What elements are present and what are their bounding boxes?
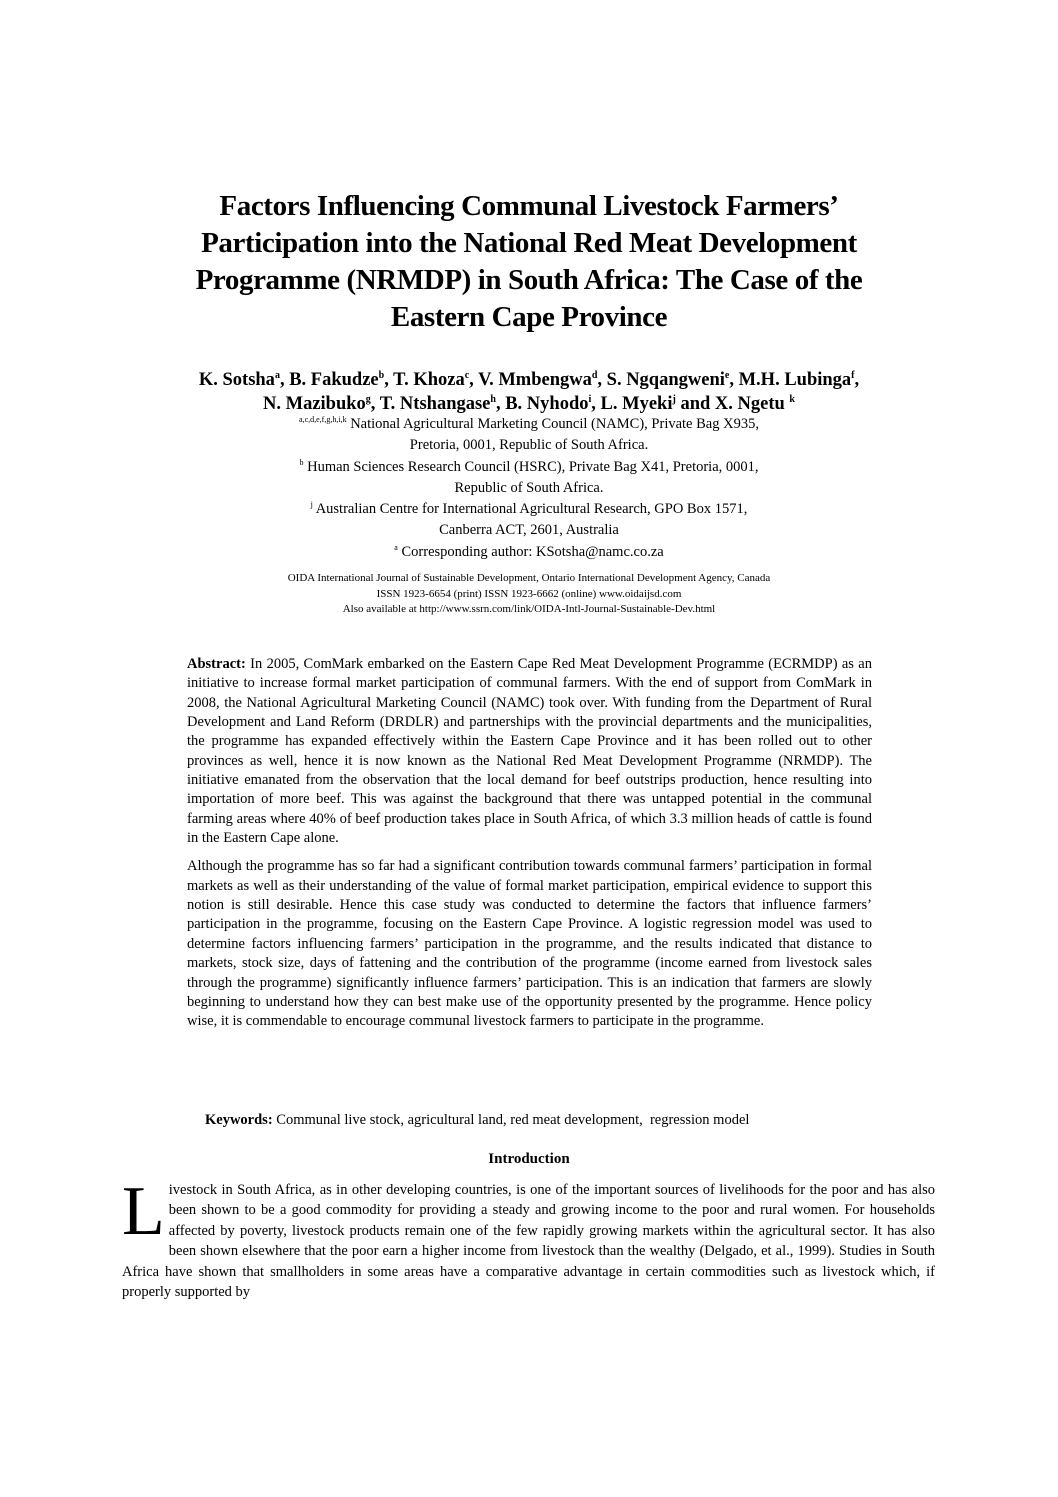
- affiliation-mark: a,c,d,e,f,g,h,i,k: [299, 415, 347, 424]
- keywords: [205, 1111, 905, 1130]
- affiliation-text: Australian Centre for International Agricultural Research, GPO Box 1571,: [315, 501, 748, 518]
- affiliation-aciar: [180, 499, 878, 520]
- affiliation-text: Canberra ACT, 2601, Australia: [439, 522, 619, 539]
- author-name: S. Ngqangweni: [606, 370, 725, 390]
- introduction-text: ivestock in South Africa, as in other developing countries, is one of the important sources of livelihoods for the poor and has also been shown to be a good commodity for providing a steady and growing income to the poor and rural women. For households affected by poverty, livestock products remain one of the few rapidly growing markets within the agricultural sector. It has also been shown elsewhere that the poor earn a higher income from livestock than the wealthy (Delgado, et al., 1999). Studies in South Africa have shown that smallholders in some areas have a comparative advantage in certain commodities such as livestock which, if properly supported by: [122, 1182, 935, 1301]
- title-line: Programme (NRMDP) in South Africa: The Case of the: [195, 264, 863, 296]
- author-affiliation-mark: c: [464, 370, 470, 381]
- introduction-body: [122, 1173, 935, 1302]
- author-name: B. Nyhodo: [505, 394, 589, 414]
- author-name: M.H. Lubinga: [738, 370, 852, 390]
- drop-cap: L: [122, 1173, 165, 1250]
- author-affiliation-mark: a: [274, 370, 280, 381]
- author-list: [100, 368, 958, 416]
- author-name: X. Ngetu: [714, 394, 785, 414]
- affiliation-text: Human Sciences Research Council (HSRC), Private Bag X41, Pretoria, 0001,: [307, 458, 759, 475]
- author-name: T. Ntshangase: [379, 394, 491, 414]
- author-separator: ,: [469, 370, 479, 390]
- author-separator: ,: [729, 370, 739, 390]
- paper-title: [120, 188, 938, 336]
- affiliation-mark: j: [310, 500, 313, 510]
- affiliations: [180, 414, 878, 563]
- author-name: L. Myeki: [600, 394, 673, 414]
- author-affiliation-mark: e: [724, 370, 730, 381]
- author-affiliation-mark: h: [490, 394, 496, 405]
- author-separator: ,: [279, 370, 290, 390]
- author-affiliation-mark: f: [851, 370, 855, 381]
- keywords-text: Communal live stock, agricultural land, red meat development, regression model: [272, 1112, 750, 1128]
- author-line: [100, 368, 958, 392]
- abstract-paragraph: Although the programme has so far had a significant contribution towards communal farmers’ participation in formal markets as well as their understanding of the value of formal market participation, empirical evidence to support this notion is still desirable. Hence this case study was conducted to determine the factors that influence farmers’ participation in the programme, focusing on the Eastern Cape Province. A logistic regression model was used to determine factors influencing farmers’ participation in the programme, and the results indicated that distance to markets, stock size, days of fattening and the contribution of the programme (income earned from livestock sales through the programme) significantly influence farmers’ participation. This is an indication that farmers are slowly beginning to understand how they can best make use of the opportunity presented by the programme. Hence policy wise, it is commendable to encourage communal livestock farmers to participate in the programme.: [187, 858, 872, 1030]
- author-separator: ,: [370, 394, 380, 414]
- corresponding-author: [180, 542, 878, 563]
- abstract: [187, 655, 872, 1041]
- author-name: T. Khoza: [393, 370, 465, 390]
- author-affiliation-mark: d: [591, 370, 598, 381]
- author-affiliation-mark: b: [378, 370, 385, 381]
- affiliation-hsrc: [180, 457, 878, 478]
- author-separator: ,: [854, 370, 860, 390]
- author-name: V. Mmbengwa: [478, 370, 592, 390]
- abstract-label: Abstract:: [187, 656, 246, 672]
- author-affiliation-mark: k: [789, 394, 795, 405]
- author-separator: ,: [591, 394, 601, 414]
- journal-name: OIDA International Journal of Sustainable Development, Ontario International Development Agency, Canada: [287, 572, 771, 584]
- author-separator: and: [675, 394, 715, 414]
- corresponding-author-email: Corresponding author: KSotsha@namc.co.za: [401, 543, 664, 560]
- abstract-paragraph: [187, 655, 872, 848]
- title-line: Factors Influencing Communal Livestock Farmers’: [219, 190, 839, 222]
- title-line: Participation into the National Red Meat Development: [201, 227, 857, 259]
- journal-info: [150, 571, 908, 618]
- author-line: [100, 392, 958, 416]
- author-affiliation-mark: i: [588, 394, 592, 405]
- affiliation-namc: [180, 414, 878, 435]
- affiliation-text: Republic of South Africa.: [454, 479, 604, 496]
- affiliation-text: National Agricultural Marketing Council (NAMC), Private Bag X935,: [350, 416, 759, 432]
- author-name: N. Mazibuko: [263, 394, 366, 414]
- affiliation-mark: a: [394, 542, 398, 552]
- author-name: B. Fakudze: [289, 370, 379, 390]
- title-line: Eastern Cape Province: [390, 301, 668, 333]
- author-separator: ,: [384, 370, 394, 390]
- author-separator: ,: [495, 394, 506, 414]
- affiliation-mark: b: [299, 457, 304, 467]
- author-separator: ,: [597, 370, 607, 390]
- author-affiliation-mark: j: [672, 394, 676, 405]
- keywords-label: Keywords:: [205, 1112, 273, 1128]
- abstract-text: In 2005, ComMark embarked on the Eastern Cape Red Meat Development Programme (ECRMDP) as an initiative to increase formal market participation of communal farmers. With the end of support from ComMark in 2008, the National Agricultural Marketing Council (NAMC) took over. With funding from the Department of Rural Development and Land Reform (DRDLR) and partnerships with the provincial departments and the municipalities, the programme has expanded effectively within the Eastern Cape Province and it has been rolled out to other provinces as well, hence it is now known as the National Red Meat Development Programme (NRMDP). The initiative emanated from the observation that the local demand for beef outstrips production, hence resulting into importation of more beef. This was against the background that there was untapped potential in the communal farming areas where 40% of beef production takes place in South Africa, of which 3.3 million heads of cattle is found in the Eastern Cape alone.: [187, 656, 872, 847]
- section-heading-introduction: Introduction: [488, 1151, 570, 1167]
- affiliation-text: Pretoria, 0001, Republic of South Africa.: [409, 437, 649, 454]
- journal-issn: ISSN 1923-6654 (print) ISSN 1923-6662 (online) www.oidaijsd.com: [376, 587, 682, 600]
- author-name: K. Sotsha: [198, 370, 275, 390]
- journal-ssrn-link: Also available at http://www.ssrn.com/link/OIDA-Intl-Journal-Sustainable-Dev.html: [342, 603, 716, 615]
- author-affiliation-mark: g: [365, 394, 371, 405]
